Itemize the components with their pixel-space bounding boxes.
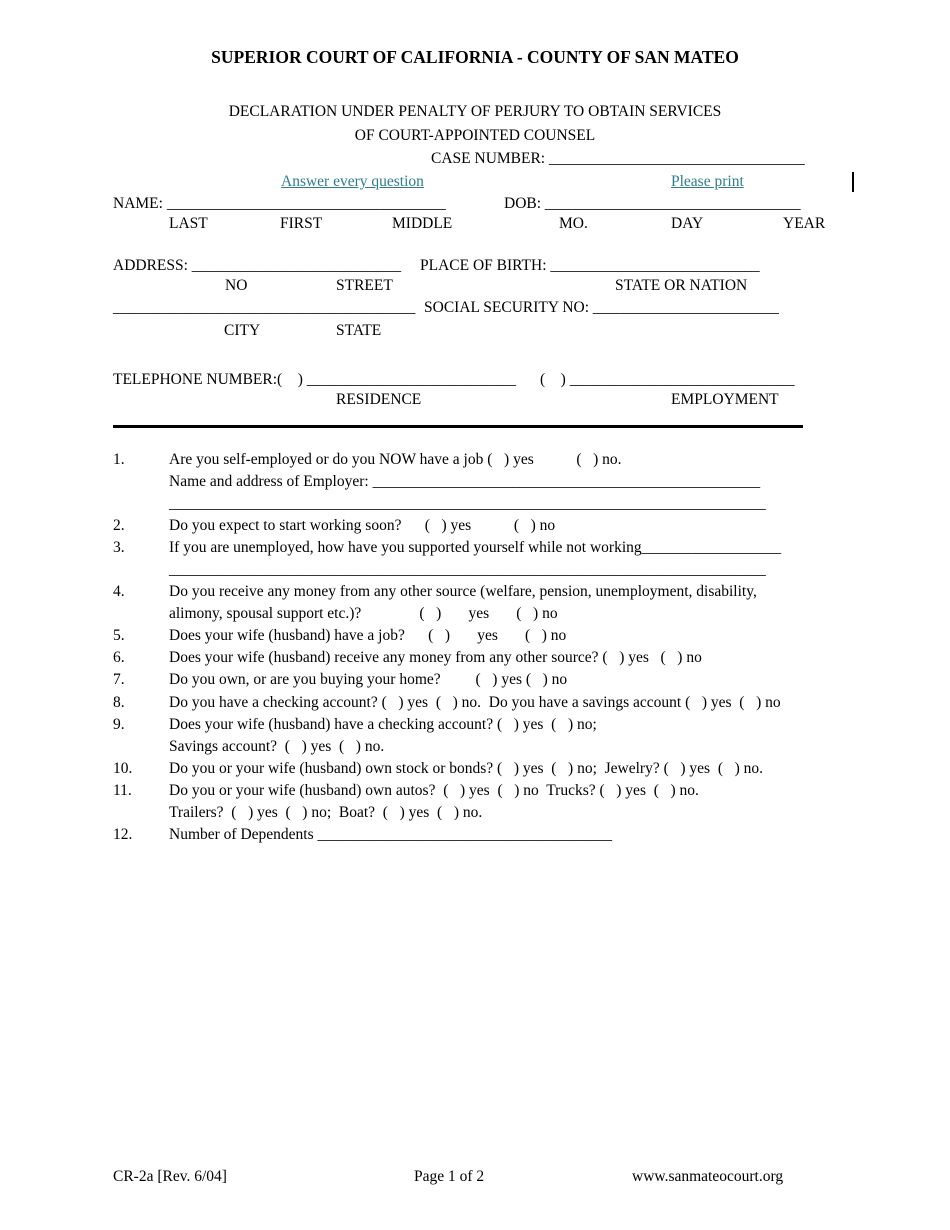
number-label: NO <box>225 277 248 294</box>
court-title: SUPERIOR COURT OF CALIFORNIA - COUNTY OF SAN MATEO <box>211 47 739 67</box>
city-label: CITY <box>224 322 261 339</box>
question-text[interactable]: alimony, spousal support etc.)? ( ) yes ( ) no <box>169 605 558 622</box>
month-label: MO. <box>559 215 588 232</box>
question-text[interactable]: Name and address of Employer: __________________________________________________ <box>169 473 761 490</box>
question-text[interactable]: Does your wife (husband) have a job? ( ) yes ( ) no <box>169 627 567 644</box>
question-number: 11. <box>113 782 132 799</box>
telephone-employment-field[interactable]: ( ) _____________________________ <box>540 371 795 388</box>
question-text[interactable]: Are you self-employed or do you NOW have a job ( ) yes ( ) no. <box>169 451 622 468</box>
form-title-line2: OF COURT-APPOINTED COUNSEL <box>354 127 596 144</box>
question-text[interactable]: Do you own, or are you buying your home? ( ) yes ( ) no <box>169 671 568 688</box>
section-divider <box>113 425 803 428</box>
question-number: 6. <box>113 649 125 666</box>
question-text[interactable]: Do you or your wife (husband) own stock or bonds? ( ) yes ( ) no; Jewelry? ( ) yes ( ) no. <box>169 760 764 777</box>
question-number: 10. <box>113 760 133 777</box>
year-label: YEAR <box>783 215 826 232</box>
middle-label: MIDDLE <box>392 215 453 232</box>
question-number: 9. <box>113 716 125 733</box>
question-text[interactable]: Do you expect to start working soon? ( ) yes ( ) no <box>169 517 556 534</box>
answer-line[interactable]: _____________________________________________________________________________ <box>169 561 766 578</box>
question-text[interactable]: Trailers? ( ) yes ( ) no; Boat? ( ) yes ( ) no. <box>169 804 483 821</box>
form-id: CR-2a [Rev. 6/04] <box>113 1168 227 1185</box>
answer-every-question-link[interactable]: Answer every question <box>281 173 424 190</box>
address-field[interactable]: ADDRESS: ___________________________ <box>113 257 402 274</box>
question-number: 4. <box>113 583 125 600</box>
question-text[interactable]: Does your wife (husband) have a checking account? ( ) yes ( ) no; <box>169 716 597 733</box>
question-text[interactable]: Does your wife (husband) receive any money from any other source? ( ) yes ( ) no <box>169 649 702 666</box>
ssn-field[interactable]: SOCIAL SECURITY NO: ________________________ <box>424 299 779 316</box>
first-label: FIRST <box>280 215 323 232</box>
last-label: LAST <box>169 215 208 232</box>
telephone-residence-field[interactable]: TELEPHONE NUMBER:( ) ___________________________ <box>113 371 516 388</box>
text-cursor <box>852 172 854 192</box>
state-label: STATE <box>336 322 382 339</box>
question-text[interactable]: Do you have a checking account? ( ) yes ( ) no. Do you have a savings account ( ) yes ( ) no <box>169 694 781 711</box>
question-number: 5. <box>113 627 125 644</box>
question-number: 8. <box>113 694 125 711</box>
page-indicator: Page 1 of 2 <box>414 1168 485 1185</box>
state-or-nation-label: STATE OR NATION <box>615 277 748 294</box>
name-field[interactable]: NAME: ____________________________________ <box>113 195 446 212</box>
website-link[interactable]: www.sanmateocourt.org <box>632 1168 784 1185</box>
question-number: 7. <box>113 671 125 688</box>
question-text[interactable]: Savings account? ( ) yes ( ) no. <box>169 738 385 755</box>
employment-label: EMPLOYMENT <box>671 391 779 408</box>
question-text[interactable]: Number of Dependents ______________________________________ <box>169 826 612 843</box>
street-label: STREET <box>336 277 393 294</box>
form-title-line1: DECLARATION UNDER PENALTY OF PERJURY TO OBTAIN SERVICES <box>228 103 722 120</box>
question-number: 3. <box>113 539 125 556</box>
day-label: DAY <box>671 215 704 232</box>
residence-label: RESIDENCE <box>336 391 422 408</box>
case-number-field[interactable]: CASE NUMBER: _________________________________ <box>431 150 805 167</box>
question-number: 12. <box>113 826 133 843</box>
question-text[interactable]: If you are unemployed, how have you supported yourself while not working__________________ <box>169 539 782 556</box>
question-number: 2. <box>113 517 125 534</box>
question-number: 1. <box>113 451 125 468</box>
answer-line[interactable]: _____________________________________________________________________________ <box>169 495 766 512</box>
city-state-field[interactable]: _______________________________________ <box>113 299 416 316</box>
question-text[interactable]: Do you or your wife (husband) own autos? ( ) yes ( ) no Trucks? ( ) yes ( ) no. <box>169 782 699 799</box>
please-print-link[interactable]: Please print <box>671 173 744 190</box>
dob-field[interactable]: DOB: _________________________________ <box>504 195 801 212</box>
question-text[interactable]: Do you receive any money from any other source (welfare, pension, unemployment, disability, <box>169 583 757 600</box>
place-of-birth-field[interactable]: PLACE OF BIRTH: ___________________________ <box>420 257 760 274</box>
